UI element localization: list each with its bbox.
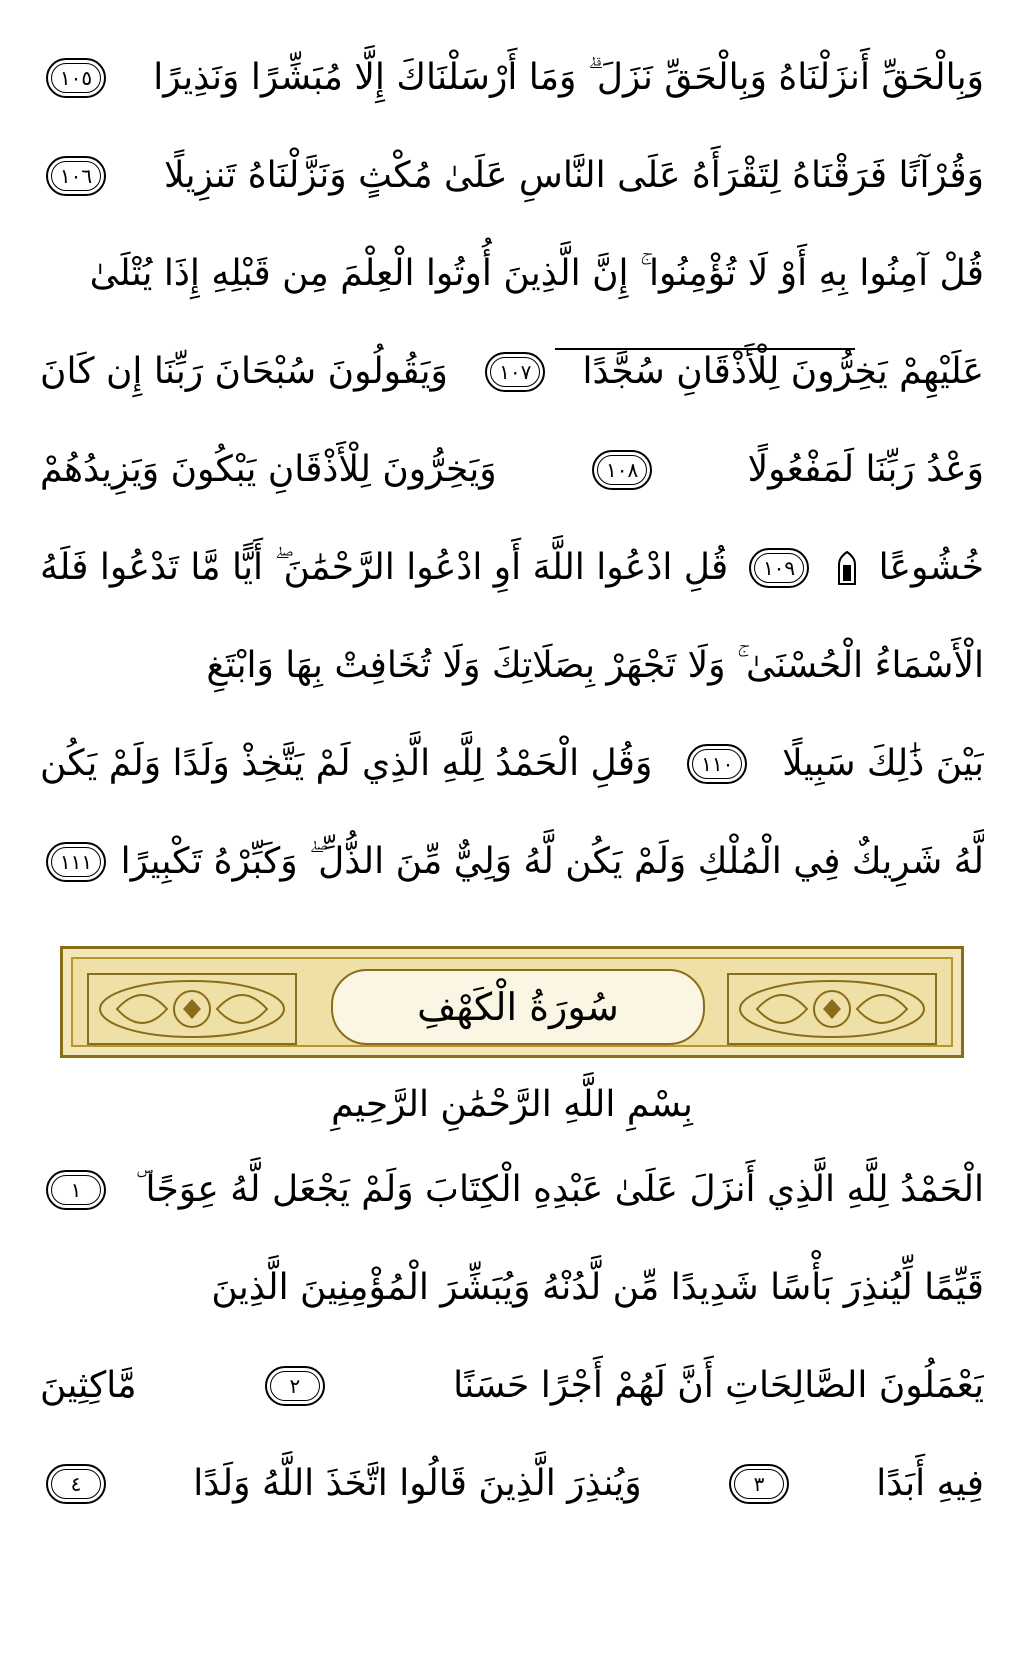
- verse-line: [40, 526, 984, 610]
- verse-line: [40, 1246, 984, 1330]
- ayah-number-marker: ١٠٦: [46, 156, 106, 196]
- verse-line: [40, 330, 984, 414]
- verse-text: فِيهِ أَبَدًا: [876, 1463, 984, 1504]
- verse-text: بَيْنَ ذَٰلِكَ سَبِيلًا: [782, 743, 984, 784]
- verse-text: خُشُوعًا: [878, 547, 984, 588]
- verse-text: قُلِ ادْعُوا اللَّهَ أَوِ ادْعُوا الرَّحْمَٰنَ ۖ أَيًّا مَّا تَدْعُوا فَلَهُ: [40, 547, 729, 588]
- verse-text: وَيُنذِرَ الَّذِينَ قَالُوا اتَّخَذَ اللَّهُ وَلَدًا: [193, 1463, 642, 1504]
- basmala: بِسْمِ اللَّهِ الرَّحْمَٰنِ الرَّحِيمِ: [331, 1084, 693, 1125]
- ayah-number-marker: ١٠٥: [46, 58, 106, 98]
- verse-text: قَيِّمًا لِّيُنذِرَ بَأْسًا شَدِيدًا مِّن لَّدُنْهُ وَيُبَشِّرَ الْمُؤْمِنِينَ الَّذِينَ: [211, 1267, 984, 1308]
- verse-line: [40, 722, 984, 806]
- surah-title-cartouche: [331, 969, 705, 1045]
- ayah-number-marker: ٤: [46, 1464, 106, 1504]
- verse-text: عَلَيْهِمْ يَخِرُّونَ لِلْأَذْقَانِ سُجَّدًا: [582, 351, 984, 392]
- verse-text: الْحَمْدُ لِلَّهِ الَّذِي أَنزَلَ عَلَىٰ عَبْدِهِ الْكِتَابَ وَلَمْ يَجْعَل لَّهُ عِوَجًا ۜ: [136, 1169, 984, 1210]
- verse-line: [40, 134, 984, 218]
- ayah-number-marker: ١٠٧: [485, 352, 545, 392]
- floral-ornament-icon: [727, 973, 937, 1045]
- surah-title: سُورَةُ الْكَهْفِ: [417, 985, 619, 1029]
- verse-text: وَيَقُولُونَ سُبْحَانَ رَبِّنَا إِن كَانَ: [40, 351, 448, 392]
- verse-text: وَيَخِرُّونَ لِلْأَذْقَانِ يَبْكُونَ وَيَزِيدُهُمْ: [40, 449, 497, 490]
- verse-text: وَعْدُ رَبِّنَا لَمَفْعُولًا: [747, 449, 984, 490]
- verse-text: لَّهُ شَرِيكٌ فِي الْمُلْكِ وَلَمْ يَكُن لَّهُ وَلِيٌّ مِّنَ الذُّلِّ ۖ وَكَبِّرْهُ تَكْبِيرًا: [120, 841, 984, 882]
- verse-text: وَقُرْآنًا فَرَقْنَاهُ لِتَقْرَأَهُ عَلَى النَّاسِ عَلَىٰ مُكْثٍ وَنَزَّلْنَاهُ تَنزِيلًا: [164, 155, 984, 196]
- sajda-mark-icon: [836, 551, 858, 585]
- ayah-number-marker: ١٠٩: [749, 548, 809, 588]
- ayah-number-marker: ٣: [729, 1464, 789, 1504]
- floral-ornament-icon: [87, 973, 297, 1045]
- verse-text: مَّاكِثِينَ: [40, 1365, 137, 1406]
- ayah-number-marker: ١: [46, 1170, 106, 1210]
- verse-text: الْأَسْمَاءُ الْحُسْنَىٰ ۚ وَلَا تَجْهَرْ بِصَلَاتِكَ وَلَا تُخَافِتْ بِهَا وَابْتَغِ: [206, 645, 984, 686]
- banner-frame: [71, 957, 953, 1047]
- verse-text: وَقُلِ الْحَمْدُ لِلَّهِ الَّذِي لَمْ يَتَّخِذْ وَلَدًا وَلَمْ يَكُن: [40, 743, 653, 784]
- verse-line: [40, 232, 984, 316]
- verse-line: [40, 428, 984, 512]
- surah-header-banner: [60, 946, 964, 1058]
- verse-text: وَبِالْحَقِّ أَنزَلْنَاهُ وَبِالْحَقِّ نَزَلَ ۗ وَمَا أَرْسَلْنَاكَ إِلَّا مُبَشِّرًا وَنَذِيرًا: [153, 57, 984, 98]
- verse-line: [40, 1442, 984, 1526]
- verse-line: [40, 1148, 984, 1232]
- verse-line: [40, 820, 984, 904]
- verse-line: [40, 624, 984, 708]
- verse-text: قُلْ آمِنُوا بِهِ أَوْ لَا تُؤْمِنُوا ۚ إِنَّ الَّذِينَ أُوتُوا الْعِلْمَ مِن قَبْلِهِ إِذَا يُتْلَىٰ: [89, 253, 984, 294]
- ayah-number-marker: ١١١: [46, 842, 106, 882]
- verse-line: [40, 36, 984, 120]
- verse-text: يَعْمَلُونَ الصَّالِحَاتِ أَنَّ لَهُمْ أَجْرًا حَسَنًا: [453, 1365, 984, 1406]
- ayah-number-marker: ١٠٨: [592, 450, 652, 490]
- ayah-number-marker: ١١٠: [687, 744, 747, 784]
- verse-line: [40, 1344, 984, 1428]
- ayah-number-marker: ٢: [265, 1366, 325, 1406]
